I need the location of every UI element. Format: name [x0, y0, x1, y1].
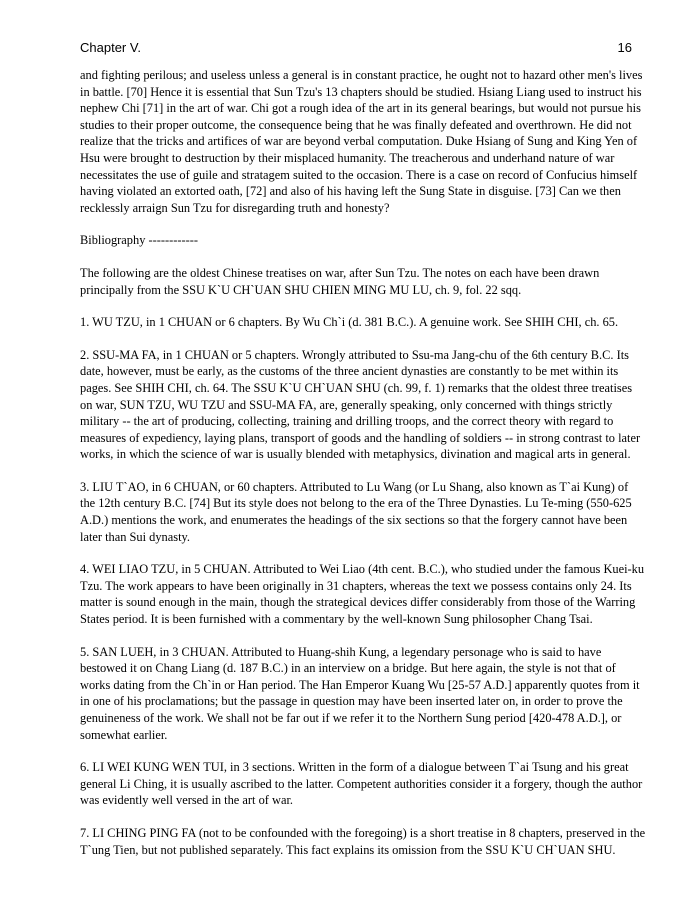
page-header — [80, 40, 632, 58]
document-body — [80, 67, 646, 874]
bibliography-item-6: 6. LI WEI KUNG WEN TUI, in 3 sections. Written in the form of a dialogue between T`ai Tsung and his great general Li Ching, it is usually ascribed to the latter. Competent authorities consider it a forgery, though the author was evidently well versed in the art of war. — [80, 760, 643, 808]
page-number: 16 — [617, 40, 632, 55]
bibliography-item-4: 4. WEI LIAO TZU, in 5 CHUAN. Attributed to Wei Liao (4th cent. B.C.), who studied under the famous Kuei-ku Tzu. The work appears to have been originally in 31 chapters, whereas the text we possess contains only 24. Its matter is sound enough in the main, though the strategical devices differ considerably from those of the Warring States period. It is been furnished with a commentary by the well-known Sung philosopher Chang Tsai. — [80, 562, 645, 627]
bibliography-item-5: 5. SAN LUEH, in 3 CHUAN. Attributed to Huang-shih Kung, a legendary personage who is said to have bestowed it on Chang Liang (d. 187 B.C.) in an interview on a bridge. But here again, the style is not that of works dating from the Ch`in or Han period. The Han Emperor Kuang Wu [25-57 A.D.] apparently quotes from it in one of his proclamations; but the passage in question may have been inserted later on, in order to prove the genuineness of the work. We shall not be far out if we refer it to the Northern Sung period [420-478 A.D.], or somewhat earlier. — [80, 644, 640, 742]
paragraph-continuation: and fighting perilous; and useless unless a general is in constant practice, he ought not to hazard other men's lives in battle. [70] Hence it is essential that Sun Tzu's 13 chapters should be studied. Hsiang Liang used to instruct his nephew Chi [71] in the art of war. Chi got a rough idea of the art in its general bearings, but would not pursue his studies to their proper outcome, the consequence being that he was finally defeated and overthrown. He did not realize that the tricks and artifices of war are beyond verbal computation. Duke Hsiang of Sung and King Yen of Hsu were brought to destruction by their misplaced humanity. The treacherous and underhand nature of war necessitates the use of guile and stratagem suited to the occasion. There is a case on record of Confucius himself having violated an extorted oath, [72] and also of his having left the Sung State in disguise. [73] Can we then recklessly arraign Sun Tzu for disregarding truth and honesty? — [80, 68, 643, 215]
bibliography-item-7: 7. LI CHING PING FA (not to be confounded with the foregoing) is a short treatise in 8 chapters, preserved in the T`ung Tien, but not published separately. This fact explains its omission from the SSU K`U CH`UAN SHU. — [80, 825, 646, 857]
bibliography-item-3: 3. LIU T`AO, in 6 CHUAN, or 60 chapters. Attributed to Lu Wang (or Lu Shang, also known as T`ai Kung) of the 12th century B.C. [74] But its style does not belong to the era of the Three Dynasties. Lu Te-ming (550-625 A.D.) mentions the work, and enumerates the headings of the six sections so that the forgery cannot have been later than Sui dynasty. — [80, 479, 632, 544]
bibliography-heading: Bibliography ------------ — [80, 233, 199, 248]
bibliography-item-2: 2. SSU-MA FA, in 1 CHUAN or 5 chapters. Wrongly attributed to Ssu-ma Jang-chu of the 6th century B.C. Its date, however, must be early, as the customs of the three ancient dynasties are constantly to be met within its pages. See SHIH CHI, ch. 64. The SSU K`U CH`UAN SHU (ch. 99, f. 1) remarks that the oldest three treatises on war, SUN TZU, WU TZU and SSU-MA FA, are, generally speaking, only concerned with things strictly military -- the art of producing, collecting, training and drilling troops, and the correct theory with regard to measures of expediency, laying plans, transport of goods and the handling of soldiers -- in strong contrast to later works, in which the science of war is usually blended with metaphysics, divination and magical arts in general. — [80, 347, 641, 462]
chapter-title: Chapter V. — [80, 40, 141, 55]
bibliography-intro: The following are the oldest Chinese treatises on war, after Sun Tzu. The notes on each have been drawn principally from the SSU K`U CH`UAN SHU CHIEN MING MU LU, ch. 9, fol. 22 sqq. — [80, 265, 600, 297]
bibliography-item-1: 1. WU TZU, in 1 CHUAN or 6 chapters. By Wu Ch`i (d. 381 B.C.). A genuine work. See SHIH CHI, ch. 65. — [80, 315, 619, 330]
